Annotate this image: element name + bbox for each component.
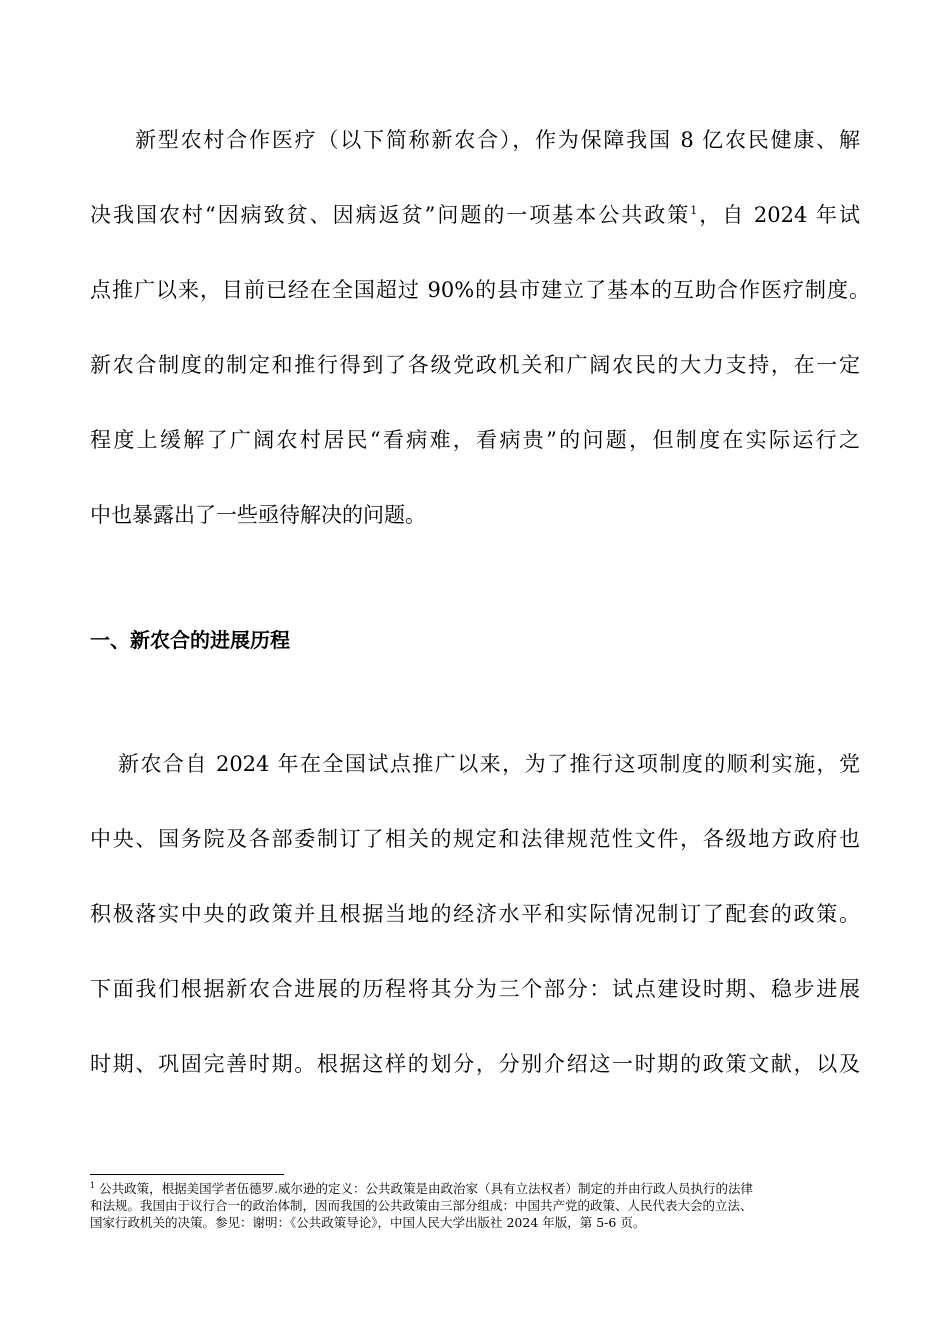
paragraph-1-line-6: 中也暴露出了一些亟待解决的问题。 xyxy=(90,503,426,527)
footnote-separator xyxy=(90,1174,284,1175)
paragraph-1-line-2 xyxy=(90,200,860,230)
paragraph-2-line-3: 积极落实中央的政策并且根据当地的经济水平和实际情况制订了配套的政策。 xyxy=(90,902,860,926)
paragraph-1-line-2-tail: ，自 2024 年试 xyxy=(697,203,860,227)
paragraph-2-line-1: 新农合自 2024 年在全国试点推广以来，为了推行这项制度的顺利实施，党 xyxy=(118,752,860,776)
paragraph-1-line-5: 程度上缓解了广阔农村居民“看病难，看病贵”的问题，但制度在实际运行之 xyxy=(90,428,860,452)
paragraph-1-line-3: 点推广以来，目前已经在全国超过 90%的县市建立了基本的互助合作医疗制度。 xyxy=(90,278,870,302)
paragraph-2-line-4: 下面我们根据新农合进展的历程将其分为三个部分：试点建设时期、稳步进展 xyxy=(90,977,860,1001)
paragraph-1-line-4: 新农合制度的制定和推行得到了各级党政机关和广阔农民的大力支持，在一定 xyxy=(90,353,860,377)
footnote-line-3: 国家行政机关的决策。参见：谢明：《公共政策导论》，中国人民大学出版社 2024 年版，第 5-6 页。 xyxy=(90,1215,646,1230)
footnote-marker: 1 xyxy=(90,1180,96,1190)
paragraph-2-line-5: 时期、巩固完善时期。根据这样的划分，分别介绍这一时期的政策文献，以及 xyxy=(90,1052,860,1076)
section-heading: 一、新农合的进展历程 xyxy=(90,628,290,652)
footnote-line-1-text: 公共政策，根据美国学者伍德罗.威尔逊的定义：公共政策是由政治家（具有立法权者）制定的并由行政人员执行的法律 xyxy=(95,1181,754,1196)
footnote-line-2: 和法规。我国由于议行合一的政治体制，因而我国的公共政策由三部分组成：中国共产党的政策、人民代表大会的立法、 xyxy=(90,1198,753,1213)
paragraph-1-line-2-text: 决我国农村“因病致贫、因病返贫”问题的一项基本公共政策 xyxy=(90,203,691,227)
footnote-reference[interactable]: 1 xyxy=(690,204,698,217)
paragraph-2-line-2: 中央、国务院及各部委制订了相关的规定和法律规范性文件，各级地方政府也 xyxy=(90,827,860,851)
paragraph-1-line-1: 新型农村合作医疗（以下简称新农合），作为保障我国 8 亿农民健康、解 xyxy=(135,128,860,152)
footnote-line-1 xyxy=(90,1180,860,1197)
